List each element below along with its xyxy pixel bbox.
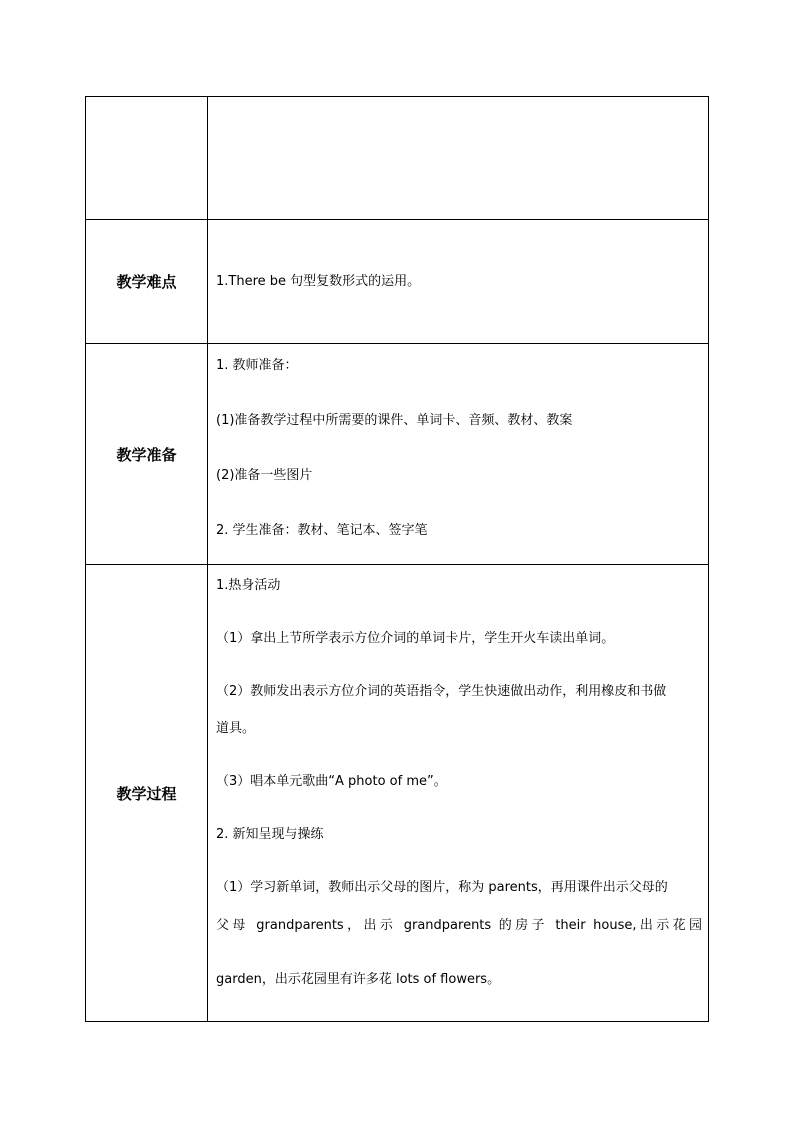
table-row-teaching-difficulties xyxy=(86,220,709,344)
content-paragraph: (1)准备教学过程中所需要的课件、单词卡、音频、教材、教案 xyxy=(216,413,573,428)
row-content xyxy=(208,220,709,344)
lesson-plan-table xyxy=(85,96,709,1022)
content-paragraph: （2）教师发出表示方位介词的英语指令，学生快速做出动作，利用橡皮和书做 xyxy=(216,684,667,699)
content-paragraph: 2. 学生准备：教材、笔记本、签字笔 xyxy=(216,523,428,538)
row-content xyxy=(208,344,709,565)
process-list xyxy=(208,565,708,1004)
preparation-list xyxy=(208,344,708,539)
row-label: 教学难点 xyxy=(86,220,208,344)
content-paragraph: （1）拿出上节所学表示方位介词的单词卡片，学生开火车读出单词。 xyxy=(216,631,615,646)
row-label xyxy=(86,97,208,220)
table-row-teaching-process xyxy=(86,565,709,1022)
row-label: 教学过程 xyxy=(86,565,208,1022)
content-paragraph: 1. 教师准备： xyxy=(216,358,298,373)
content-paragraph: 1.There be 句型复数形式的运用。 xyxy=(216,273,421,289)
content-paragraph: （1）学习新单词，教师出示父母的图片，称为 parents，再用课件出示父母的 xyxy=(216,880,668,895)
content-paragraph: 父母 grandparents，出示 grandparents 的房子 their house,出示花园 xyxy=(216,918,702,933)
row-content xyxy=(208,565,709,1022)
row-content xyxy=(208,97,709,220)
content-paragraph: (2)准备一些图片 xyxy=(216,468,313,483)
row-label: 教学准备 xyxy=(86,344,208,565)
content-paragraph: 1.热身活动 xyxy=(216,578,281,593)
content-paragraph: 2. 新知呈现与操练 xyxy=(216,827,324,842)
table-row xyxy=(86,97,709,220)
table-row-teaching-preparation xyxy=(86,344,709,565)
content-paragraph: garden，出示花园里有许多花 lots of flowers。 xyxy=(216,972,501,987)
content-paragraph: 道具。 xyxy=(216,721,256,736)
content-paragraph: （3）唱本单元歌曲“A photo of me”。 xyxy=(216,774,447,789)
